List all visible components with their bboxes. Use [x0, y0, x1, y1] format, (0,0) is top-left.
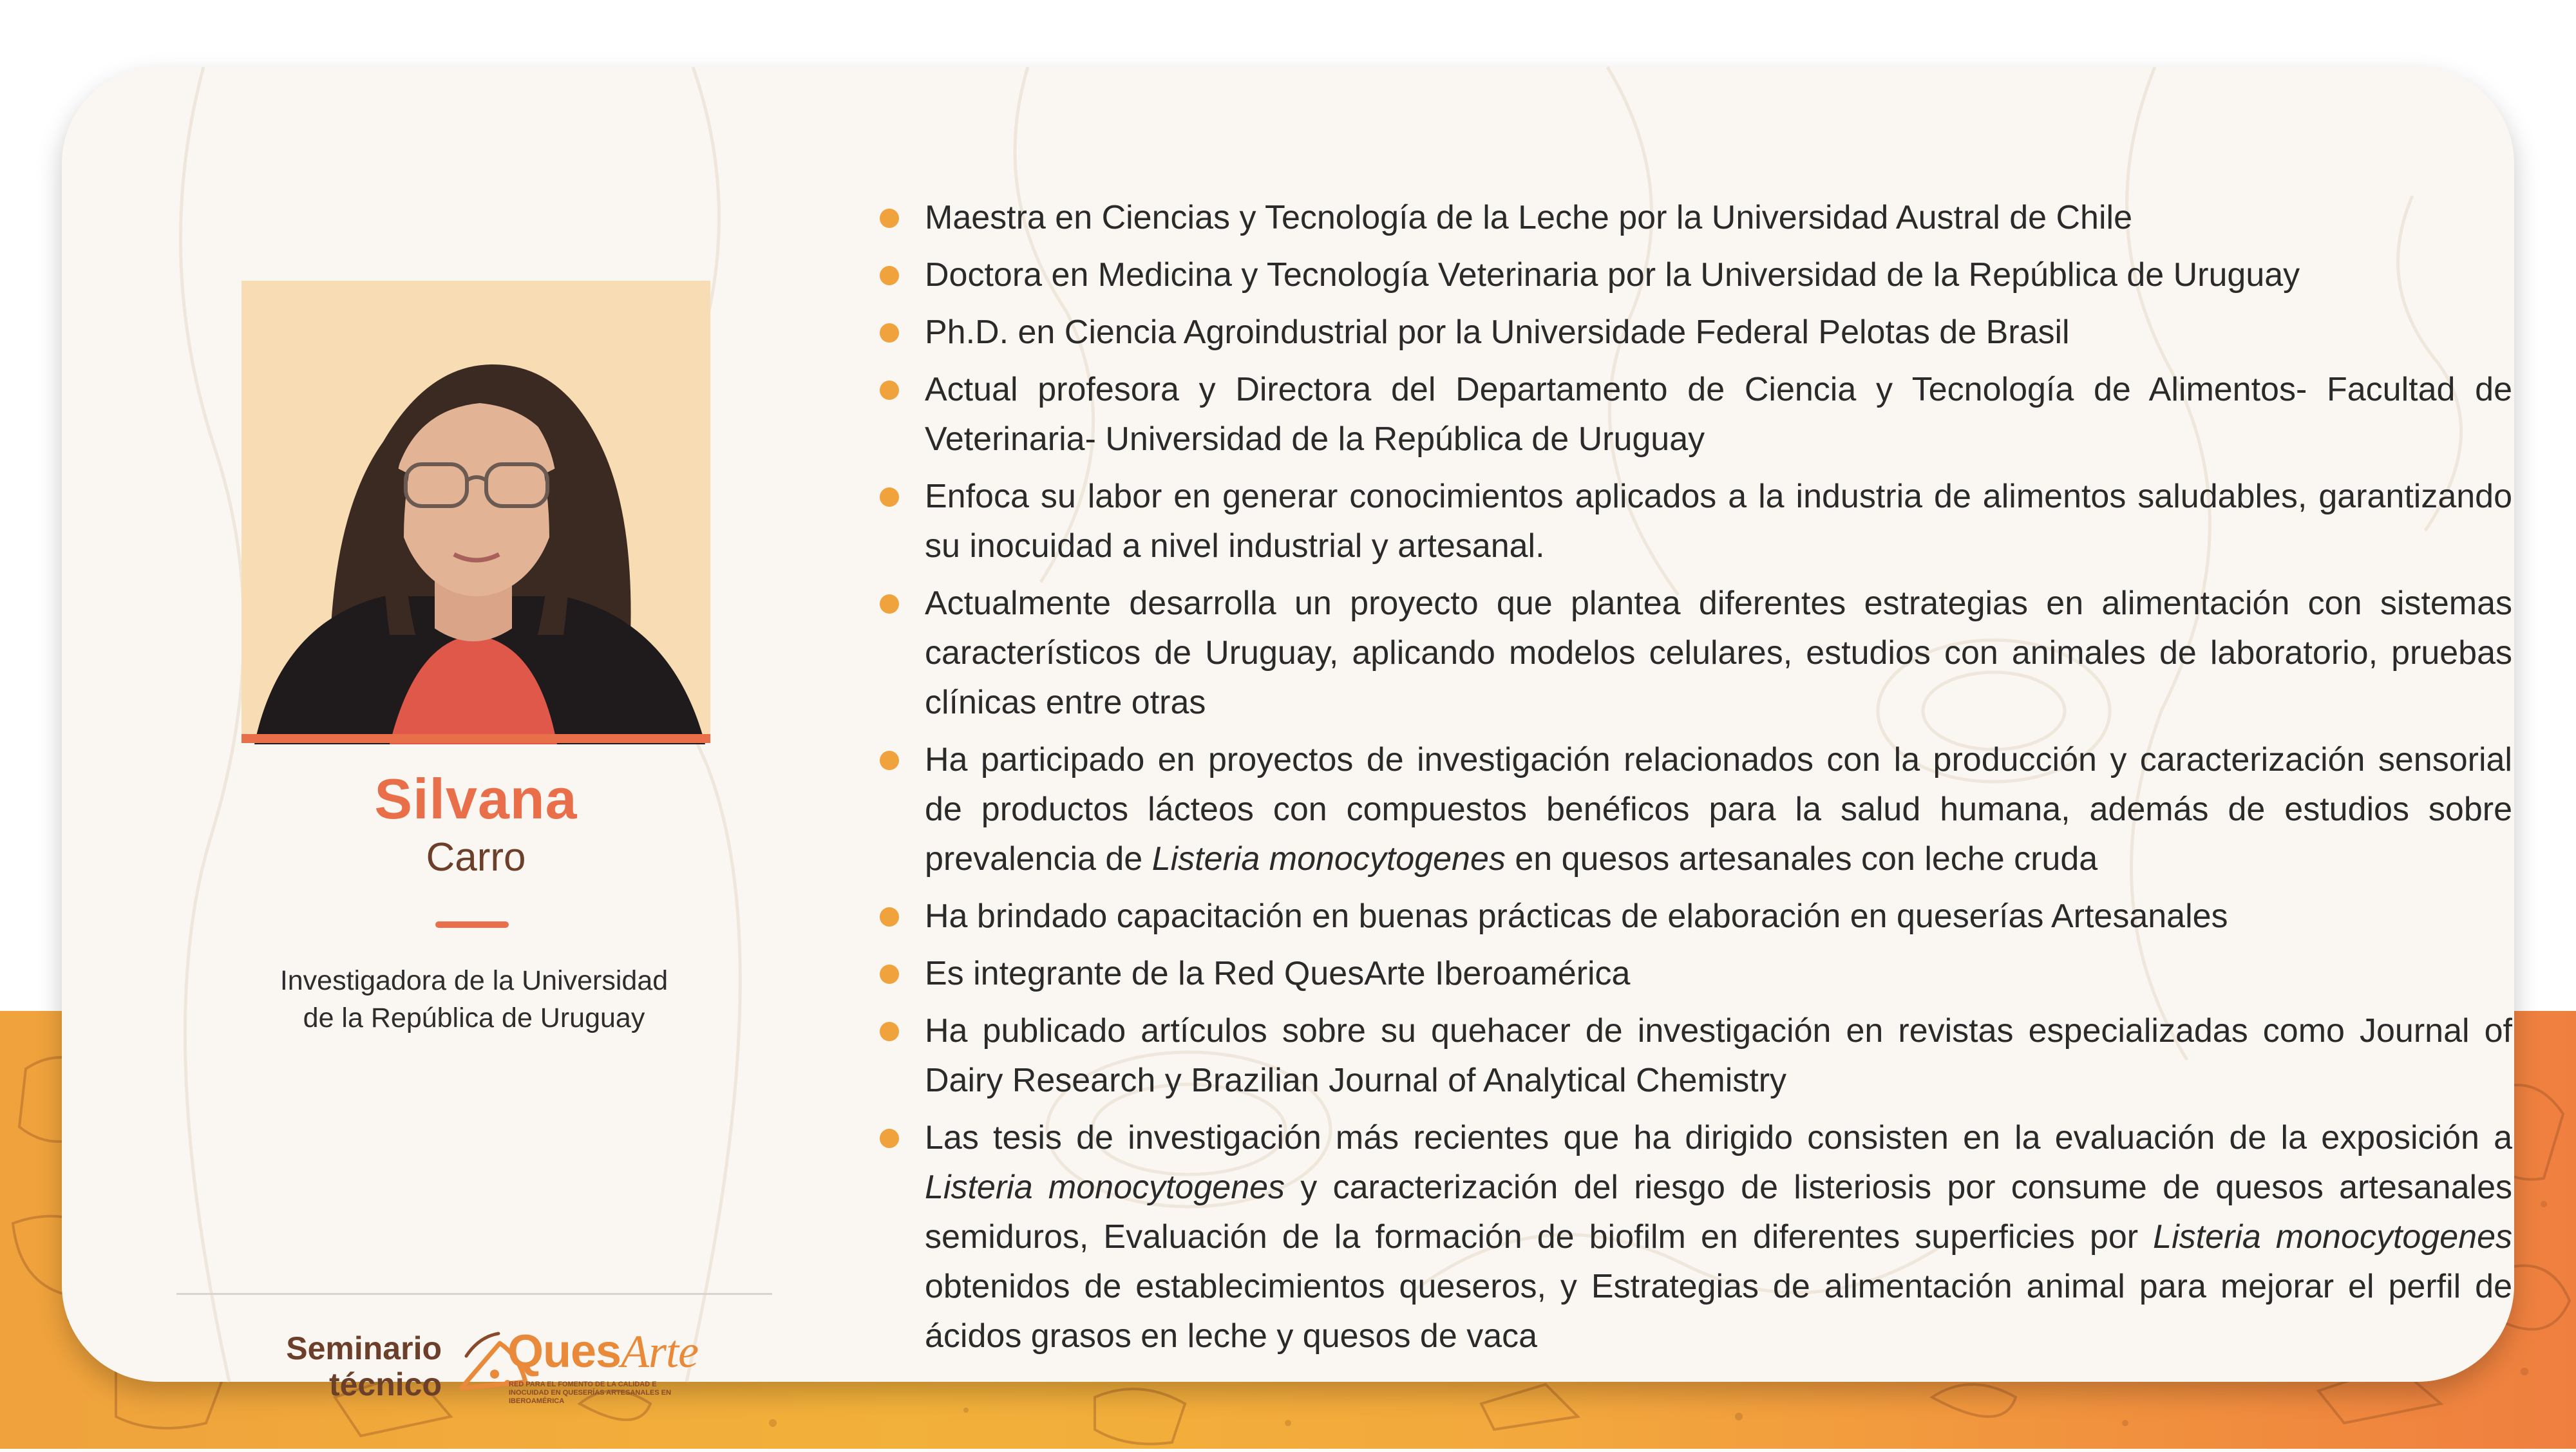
list-item [860, 579, 2512, 728]
event-label [255, 1330, 442, 1402]
bullet-text-part: obtenidos de establecimientos queseros, y Estrategias de alimentación animal para mejorar el perfil de ácidos grasos en leche y quesos de vaca [925, 1268, 2512, 1355]
bullet-text-part: en quesos artesanales con leche cruda [1505, 840, 2098, 878]
photo-accent-bar [242, 734, 710, 743]
bullet-text-part: Las tesis de investigación más recientes que ha dirigido consisten en la evaluación de la exposición a [925, 1119, 2512, 1156]
bullet-text [925, 741, 2512, 878]
bio-bullet-list [860, 193, 2512, 1369]
event-label-line-2: técnico [328, 1366, 442, 1402]
bullet-text-part: Ha participado en proyectos de investigación relacionados con la producción y caracterización sensorial de productos lácteos con compuestos benéficos para la salud humana, además de estudios sobre prevalencia de [925, 741, 2512, 878]
logo-wordmark [507, 1325, 698, 1379]
bullet-text [925, 1119, 2512, 1355]
speaker-first-name: Silvana [374, 767, 578, 831]
bullet-dot-icon [880, 266, 899, 285]
bullet-text: Ha brindado capacitación en buenas prácticas de elaboración en queserías Artesanales [925, 898, 2228, 935]
bullet-dot-icon [880, 907, 899, 927]
speaker-photo [242, 281, 710, 734]
quesarte-logo [455, 1324, 699, 1408]
bullet-dot-icon [880, 965, 899, 984]
bullet-text: Es integrante de la Red QuesArte Iberoamérica [925, 955, 1631, 992]
bullet-text-italic: Listeria monocytogenes [925, 1169, 1285, 1206]
bullet-dot-icon [880, 487, 899, 507]
list-item [860, 250, 2512, 300]
bullet-dot-icon [880, 381, 899, 400]
speaker-card [62, 67, 2514, 1405]
bullet-text: Ph.D. en Ciencia Agroindustrial por la Universidade Federal Pelotas de Brasil [925, 314, 2070, 351]
speaker-role [216, 962, 732, 1037]
list-item [860, 892, 2512, 941]
bullet-dot-icon [880, 1022, 899, 1041]
bullet-text: Maestra en Ciencias y Tecnología de la Leche por la Universidad Austral de Chile [925, 199, 2132, 236]
logo-tagline: RED PARA EL FOMENTO DE LA CALIDAD E INOCUIDAD EN QUESERÍAS ARTESANALES EN IBEROAMÉRICA [509, 1381, 672, 1405]
speaker-role-line-2: de la República de Uruguay [303, 1003, 645, 1033]
event-label-line-1: Seminario [286, 1330, 442, 1366]
bullet-text-italic: Listeria monocytogenes [1151, 840, 1506, 878]
speaker-last-name: Carro [426, 835, 526, 880]
name-divider [435, 921, 509, 928]
speaker-role-line-1: Investigadora de la Universidad [279, 965, 668, 996]
list-item [860, 193, 2512, 243]
bullet-dot-icon [880, 1129, 899, 1148]
footer-divider [176, 1293, 772, 1295]
bullet-text: Actualmente desarrolla un proyecto que plantea diferentes estrategias en alimentación con sistemas característicos de Uruguay, aplicando modelos celulares, estudios con animales de laboratorio, pruebas clínicas entre otras [925, 585, 2512, 721]
list-item [860, 1006, 2512, 1106]
bullet-text-italic: Listeria monocytogenes [2153, 1218, 2512, 1256]
bullet-text: Enfoca su labor en generar conocimientos aplicados a la industria de alimentos saludables, garantizando su inocuidad a nivel industrial y artesanal. [925, 478, 2512, 565]
bullet-dot-icon [880, 209, 899, 228]
portrait-image [242, 281, 710, 734]
bullet-dot-icon [880, 751, 899, 770]
logo-wordmark-part-2: Arte [621, 1326, 699, 1377]
bullet-dot-icon [880, 594, 899, 614]
list-item [860, 735, 2512, 884]
bullet-text-part: y caracterización del riesgo de listeriosis por consume de quesos artesanales semiduros, Evaluación de la formación de biofilm en diferentes superficies por [925, 1169, 2512, 1256]
bullet-dot-icon [880, 323, 899, 343]
bullet-text: Actual profesora y Directora del Departamento de Ciencia y Tecnología de Alimentos- Facultad de Veterinaria- Universidad de la República de Uruguay [925, 371, 2512, 458]
bullet-text: Ha publicado artículos sobre su quehacer de investigación en revistas especializadas como Journal of Dairy Research y Brazilian Journal of Analytical Chemistry [925, 1012, 2512, 1099]
list-item [860, 949, 2512, 999]
list-item [860, 472, 2512, 571]
bullet-text: Doctora en Medicina y Tecnología Veterinaria por la Universidad de la República de Uruguay [925, 256, 2300, 294]
logo-wordmark-part-1: Ques [507, 1326, 621, 1377]
list-item [860, 365, 2512, 464]
list-item [860, 1113, 2512, 1361]
list-item [860, 308, 2512, 357]
